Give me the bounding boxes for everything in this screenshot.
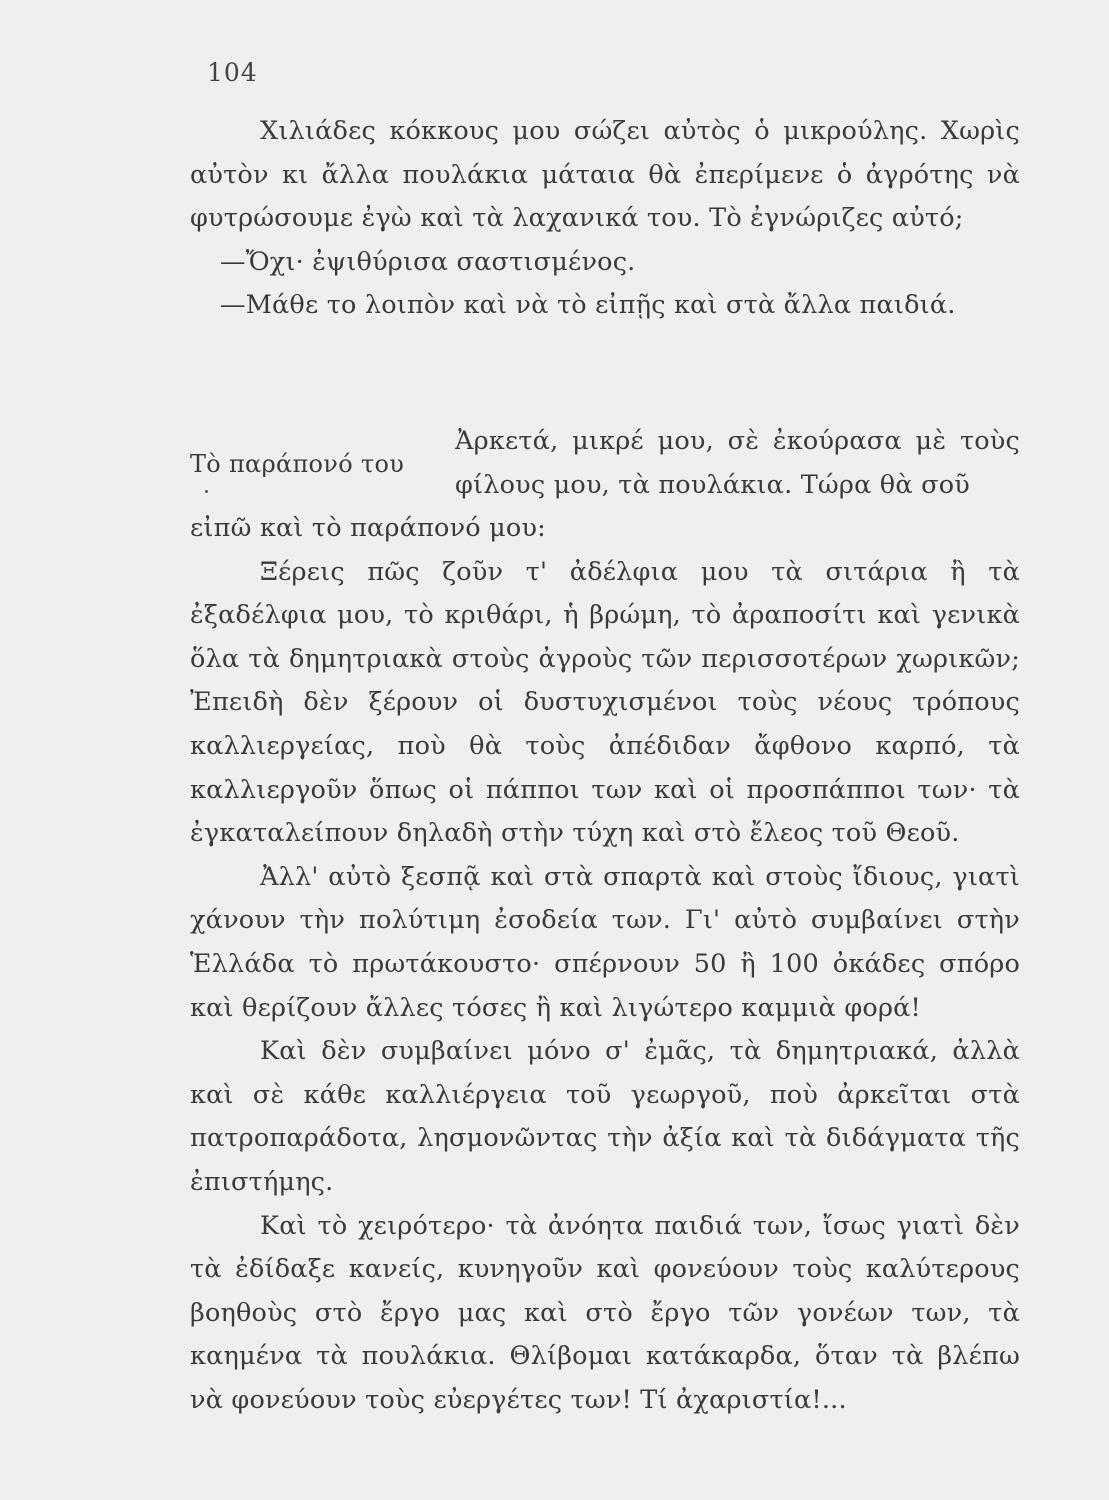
paragraph: Ἀλλ' αὐτὸ ξεσπᾷ καὶ στὰ σπαρτὰ καὶ στοὺς ἴδιους, γιατὶ χάνουν τὴν πολύτιμη ἐσοδεία των. Γι' αὐτὸ συμβαίνει στὴν Ἑλλάδα τὸ πρωτάκουστο· σπέρνουν 50 ἢ 100 ὀκάδες σπόρο καὶ θερίζουν ἄλλες τόσες ἢ καὶ λιγώτερο καμμιὰ φορά!: [190, 861, 1020, 1023]
page-number: 104: [207, 58, 258, 87]
section-heading: Τὸ παράπονό του: [190, 450, 405, 478]
paragraph: Ξέρεις πῶς ζοῦν τ' ἀδέλφια μου τὰ σιτάρια ἢ τὰ ἐξαδέλφια μου, τὸ κριθάρι, ἡ βρώμη, τὸ ἀραποσίτι καὶ γενικὰ ὅλα τὰ δημητριακὰ στοὺς ἀγροὺς τῶν περισσοτέρων χωρικῶν; Ἐπειδὴ δὲν ξέρουν οἱ δυστυχισμένοι τοὺς νέους τρόπους καλλιεργείας, ποὺ θὰ τοὺς ἀπέδιδαν ἄφθονο καρπό, τὰ καλλιεργοῦν ὅπως οἱ πάπποι των καὶ οἱ προσπάπποι των· τὰ ἐγκαταλείπουν δηλαδὴ στὴν τύχη καὶ στὸ ἔλεος τοῦ Θεοῦ.: [190, 556, 1020, 849]
dialogue-line: —Ὄχι· ἐψιθύρισα σαστισμένος.: [220, 246, 636, 277]
section-body: [190, 507, 1020, 1422]
paragraph: Χιλιάδες κόκκους μου σώζει αὐτὸς ὁ μικρούλης. Χωρὶς αὐτὸν κι ἄλλα πουλάκια μάταια θὰ ἐπερίμενε ὁ ἀγρότης νὰ φυτρώσουμε ἐγὼ καὶ τὰ λαχανικά του. Τὸ ἐγνώριζες αὐτό;: [190, 116, 1020, 234]
dialogue-line: —Μάθε το λοιπὸν καὶ νὰ τὸ εἰπῇς καὶ στὰ ἄλλα παιδιά.: [220, 290, 956, 321]
top-text-block: [190, 110, 1020, 328]
section-lead-paragraph: Ἀρκετά, μικρέ μου, σὲ ἐκούρασα μὲ τοὺς φίλους μου, τὰ πουλάκια. Τώρα θὰ σοῦ: [455, 426, 1020, 500]
section-lead-continuation: εἰπῶ καὶ τὸ παράπονό μου:: [190, 513, 546, 543]
paragraph: Καὶ τὸ χειρότερο· τὰ ἀνόητα παιδιά των, ἴσως γιατὶ δὲν τὰ ἐδίδαξε κανείς, κυνηγοῦν καὶ φονεύουν τοὺς καλύτερους βοηθοὺς στὸ ἔργο μας καὶ στὸ ἔργο τῶν γονέων των, τὰ καημένα τὰ πουλάκια. Θλίβομαι κατάκαρδα, ὅταν τὰ βλέπω νὰ φονεύουν τοὺς εὐεργέτες των! Τί ἀχαριστία!...: [190, 1210, 1020, 1415]
paragraph: Καὶ δὲν συμβαίνει μόνο σ' ἐμᾶς, τὰ δημητριακά, ἀλλὰ καὶ σὲ κάθε καλλιέργεια τοῦ γεωργοῦ, ποὺ ἀρκεῖται στὰ πατροπαράδοτα, λησμονῶντας τὴν ἀξία καὶ τὰ διδάγματα τῆς ἐπιστήμης.: [190, 1036, 1020, 1197]
printing-speck: [205, 490, 208, 493]
section-lead-text: [455, 420, 1020, 507]
